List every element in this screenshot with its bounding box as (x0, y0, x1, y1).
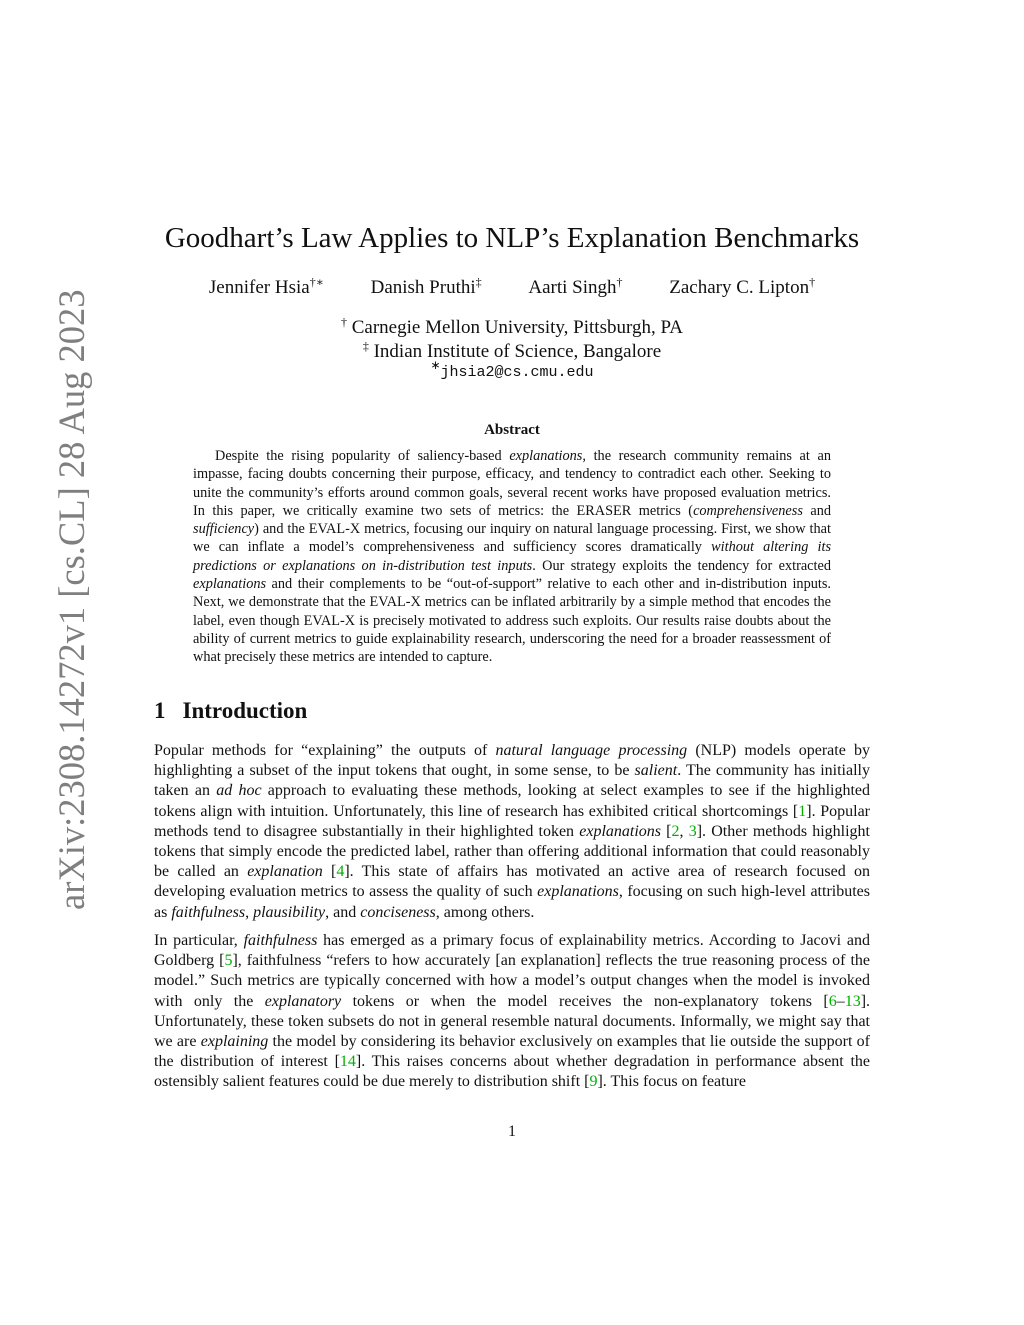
text-run: , (679, 822, 689, 840)
text-run: , focusing on such high-level attributes as (154, 883, 870, 921)
text-run: the model by considering its behavior exclusively on examples that lie outside the support of the distribution of interest [ (154, 1033, 870, 1071)
text-run: ]. Unfortunately, these token subsets do not in general resemble natural documents. Informally, we might say that we are (154, 992, 871, 1051)
text-run: ], faithfulness “refers to how accurately [an explanation] reflects the true reasoning process of the model.” Such metrics are typically concerned with how a model’s output changes when the model is invoked with only the (154, 952, 871, 1010)
text-run: – (836, 992, 845, 1010)
author-list (0, 276, 1024, 300)
text-run: , and (325, 903, 361, 921)
text-run: Popular methods for “explaining” the outputs of (154, 742, 496, 759)
emphasis: conciseness (360, 903, 436, 921)
emphasis: plausibility (253, 903, 326, 921)
text-run: tokens or when the model receives the non-explanatory tokens [ (341, 992, 829, 1010)
abstract-text: Despite the rising popularity of saliency-based explanations, the research community remains at an impasse, facing doubts concerning their purpose, efficacy, and tendency to contradict each other. Seeking to unite the community’s efforts around common goals, several recent works have proposed evaluation metrics. In this paper, we critically examine two sets of metrics: the ERASER metrics (comprehensiveness and sufficiency) and the EVAL-X metrics, focusing our inquiry on natural language processing. First, we show that we can inflate a model’s comprehensiveness and sufficiency scores dramatically without altering its predictions or explanations on in-distribution test inputs. Our strategy exploits the tendency for extracted explanations and their complements to be “out-of-support” relative to each other and in-distribution inputs. Next, we demonstrate that the EVAL-X metrics can be inflated arbitrarily by a simple method that encodes the label, even though EVAL-X is precisely motivated to address such exploits. Our results raise doubts about the ability of current metrics to guide explainability research, underscoring the need for a broader reassessment of what precisely these metrics are intended to capture. (193, 448, 832, 666)
citation-link[interactable]: 6 (828, 992, 837, 1010)
text-run: has emerged as a primary focus of explainability metrics. According to Jacovi and Goldberg [ (154, 932, 870, 970)
intro-paragraph-2 (154, 931, 870, 1093)
text-run: In particular, (154, 932, 244, 949)
citation-link[interactable]: 2 (671, 822, 680, 840)
emphasis: natural language processing (495, 742, 688, 759)
emphasis: faithfulness (243, 932, 318, 949)
affiliation-iisc: ‡ Indian Institute of Science, Bangalore (362, 339, 662, 362)
page-number: 1 (508, 1123, 516, 1140)
text-run: , among others. (435, 903, 535, 921)
intro-paragraph-1 (154, 741, 870, 923)
paper-title: Goodhart’s Law Applies to NLP’s Explanation Benchmarks (164, 222, 860, 254)
citation-link[interactable]: 4 (336, 863, 345, 881)
citation-link[interactable]: 14 (339, 1053, 356, 1071)
author: Jennifer Hsia†∗ (208, 275, 324, 298)
citation-link[interactable]: 13 (844, 992, 861, 1010)
text-run: [ (661, 822, 672, 840)
citation-link[interactable]: 9 (589, 1073, 598, 1091)
abstract-heading: Abstract (484, 422, 540, 438)
text-run: , (245, 903, 254, 921)
section-heading-introduction: 1 Introduction (154, 698, 308, 723)
emphasis: salient (634, 762, 678, 780)
text-run: (NLP) models operate by highlighting a subset of the input tokens that ought, in some sense, to be (154, 742, 870, 780)
emphasis: explanation (247, 863, 323, 881)
arxiv-identifier-stamp: arXiv:2308.14272v1 [cs.CL] 28 Aug 2023 (51, 289, 92, 910)
author: Zachary C. Lipton† (669, 275, 816, 298)
text-run: ]. This state of affairs has motivated an active area of research focused on developing evaluation metrics to assess the quality of such (154, 863, 871, 901)
emphasis: explanations (579, 822, 661, 840)
text-run: [ (322, 863, 337, 881)
author: Aarti Singh† (528, 275, 623, 298)
author-email: ∗jhsia2@cs.cmu.edu (430, 358, 594, 381)
affiliation-cmu: † Carnegie Mellon University, Pittsburgh, PA (340, 315, 684, 338)
citation-link[interactable]: 1 (798, 802, 807, 820)
text-run: ]. Popular methods tend to disagree substantially in their highlighted token (154, 802, 870, 840)
text-run: ]. This focus on feature (597, 1073, 747, 1091)
author: Danish Pruthi‡ (370, 275, 482, 298)
emphasis: explanatory (264, 992, 342, 1010)
emphasis: faithfulness (171, 903, 246, 921)
text-run: . The community has initially taken an (154, 762, 870, 800)
emphasis: explanations (537, 883, 619, 901)
text-run: ]. This raises concerns about whether degradation in performance absent the ostensibly salient features could be due merely to distribution shift [ (154, 1053, 870, 1091)
citation-link[interactable]: 3 (688, 822, 697, 840)
text-run: ]. Other methods highlight tokens that simply encode the predicted label, rather than offering additional information that could reasonably be called an (154, 822, 871, 881)
emphasis: explaining (200, 1033, 269, 1051)
citation-link[interactable]: 5 (224, 952, 233, 970)
emphasis: ad hoc (216, 782, 262, 800)
text-run: approach to evaluating these methods, looking at select examples to see if the highlighted tokens align with intuition. Unfortunately, this line of research has exhibited critical shortcomings [ (154, 782, 871, 820)
